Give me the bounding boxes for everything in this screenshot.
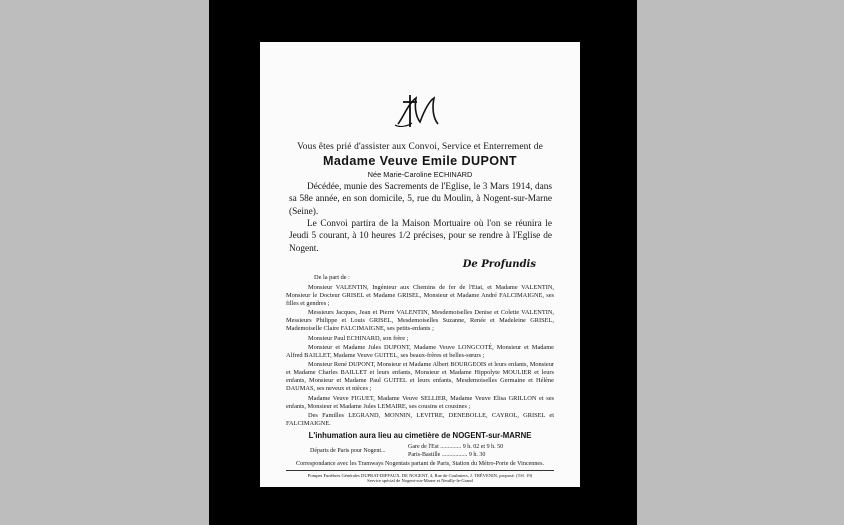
procession-paragraph: Le Convoi partira de la Maison Mortuaire où l'on se réunira le Jeudi 5 courant, à 10 heures 1/2 précises, pour se rendre à l'Eglise de Nogent. bbox=[289, 219, 552, 254]
monogram-letter bbox=[432, 121, 433, 122]
imprint-line: Pompes Funèbres Générales DUPRAT-DIFFAUX. DE NOGENT, 4, Rue de Coulmiers, J. TRÉVENIN, proposé. (Tél. 19) bbox=[307, 473, 533, 478]
imprint-line: Service spécial de Nogent-sur-Marne et Neuilly-le-Grand bbox=[367, 478, 473, 484]
cross-monogram-icon bbox=[390, 92, 450, 130]
inhumation-line: L'inhumation aura lieu au cimetière de NOGENT-sur-MARNE bbox=[308, 431, 532, 440]
cross-monogram bbox=[260, 92, 580, 132]
departure-row: Paris-Bastille ................. 9 h. 30 bbox=[408, 452, 486, 458]
de-profundis: De Profundis bbox=[462, 259, 536, 270]
family-paragraph: Monsieur Paul ECHINARD, son frère ; bbox=[308, 334, 409, 342]
invitation-line: Vous êtes prié d'assister aux Convoi, Service et Enterrement de bbox=[297, 142, 543, 152]
funeral-notice-card bbox=[260, 42, 580, 487]
departure-row: Gare de l'Est .............. 9 h. 02 et 9 h. 50 bbox=[408, 444, 504, 450]
departures-label: Départs de Paris pour Nogent... bbox=[310, 448, 386, 454]
family-paragraph: Messieurs Jacques, Jean et Pierre VALENTIN, Mesdemoiselles Denise et Colette VALENTIN, Messieurs Philippe et Louis GRISEL, Mesdemoiselles Suzanne, Renée et Madeleine GRISEL, Mademoiselle Claire FALCIMAIGNE, ses petits-enfants ; bbox=[286, 309, 554, 333]
printer-imprint bbox=[280, 473, 560, 484]
deceased-name: Madame Veuve Emile DUPONT bbox=[322, 154, 518, 168]
family-list bbox=[286, 274, 554, 430]
family-paragraph: Des Familles LEGRAND, MONNIN, LEVITRE, DENEBOLLE, CAYROL, GRISEL et FALCIMAIGNE. bbox=[286, 412, 554, 428]
family-paragraph: Monsieur et Madame Jules DUPONT, Madame Veuve LONGCOTÉ, Monsieur et Madame Alfred BAILLET, Madame Veuve GUITEL, ses beaux-frères et belles-sœurs ; bbox=[286, 343, 554, 359]
family-paragraph: Monsieur VALENTIN, Ingénieur aux Chemins de fer de l'Etat, et Madame VALENTIN, Monsieur le Docteur GRISEL et Madame GRISEL, Monsieur et Madame André FALCIMAIGNE, ses filles et gendres ; bbox=[286, 283, 554, 307]
family-paragraph: Madame Veuve FIGUET, Madame Veuve SELLIER, Madame Veuve Elisa GRILLON et ses enfants, Monsieur et Madame Jules LEMAIRE, ses cousins et cousines ; bbox=[286, 394, 554, 410]
correspondence-line: Correspondance avec les Tramways Nogentais partant de Paris, Station du Métro-Porte de Vincennes. bbox=[296, 461, 544, 467]
maiden-name: Née Marie-Caroline ECHINARD bbox=[367, 170, 473, 179]
family-intro: De la part de : bbox=[314, 274, 350, 281]
family-paragraph: Monsieur René DUPONT, Monsieur et Madame Albert BOURGEOIS et leurs enfants, Monsieur et Madame Charles BAILLET et leurs enfants, Monsieur et Madame Hippolyte MOULIER et leurs enfants, Monsieur et Madame Paul GUITEL et leurs enfants, Mesdemoiselles Germaine et Hélène DAUMAS, ses neveux et nièces ; bbox=[286, 361, 555, 393]
divider bbox=[286, 470, 554, 471]
death-paragraph: Décédée, munie des Sacrements de l'Eglise, le 3 Mars 1914, dans sa 58e année, en son domicile, 5, rue du Moulin, à Nogent-sur-Marne (Seine). bbox=[289, 182, 552, 217]
